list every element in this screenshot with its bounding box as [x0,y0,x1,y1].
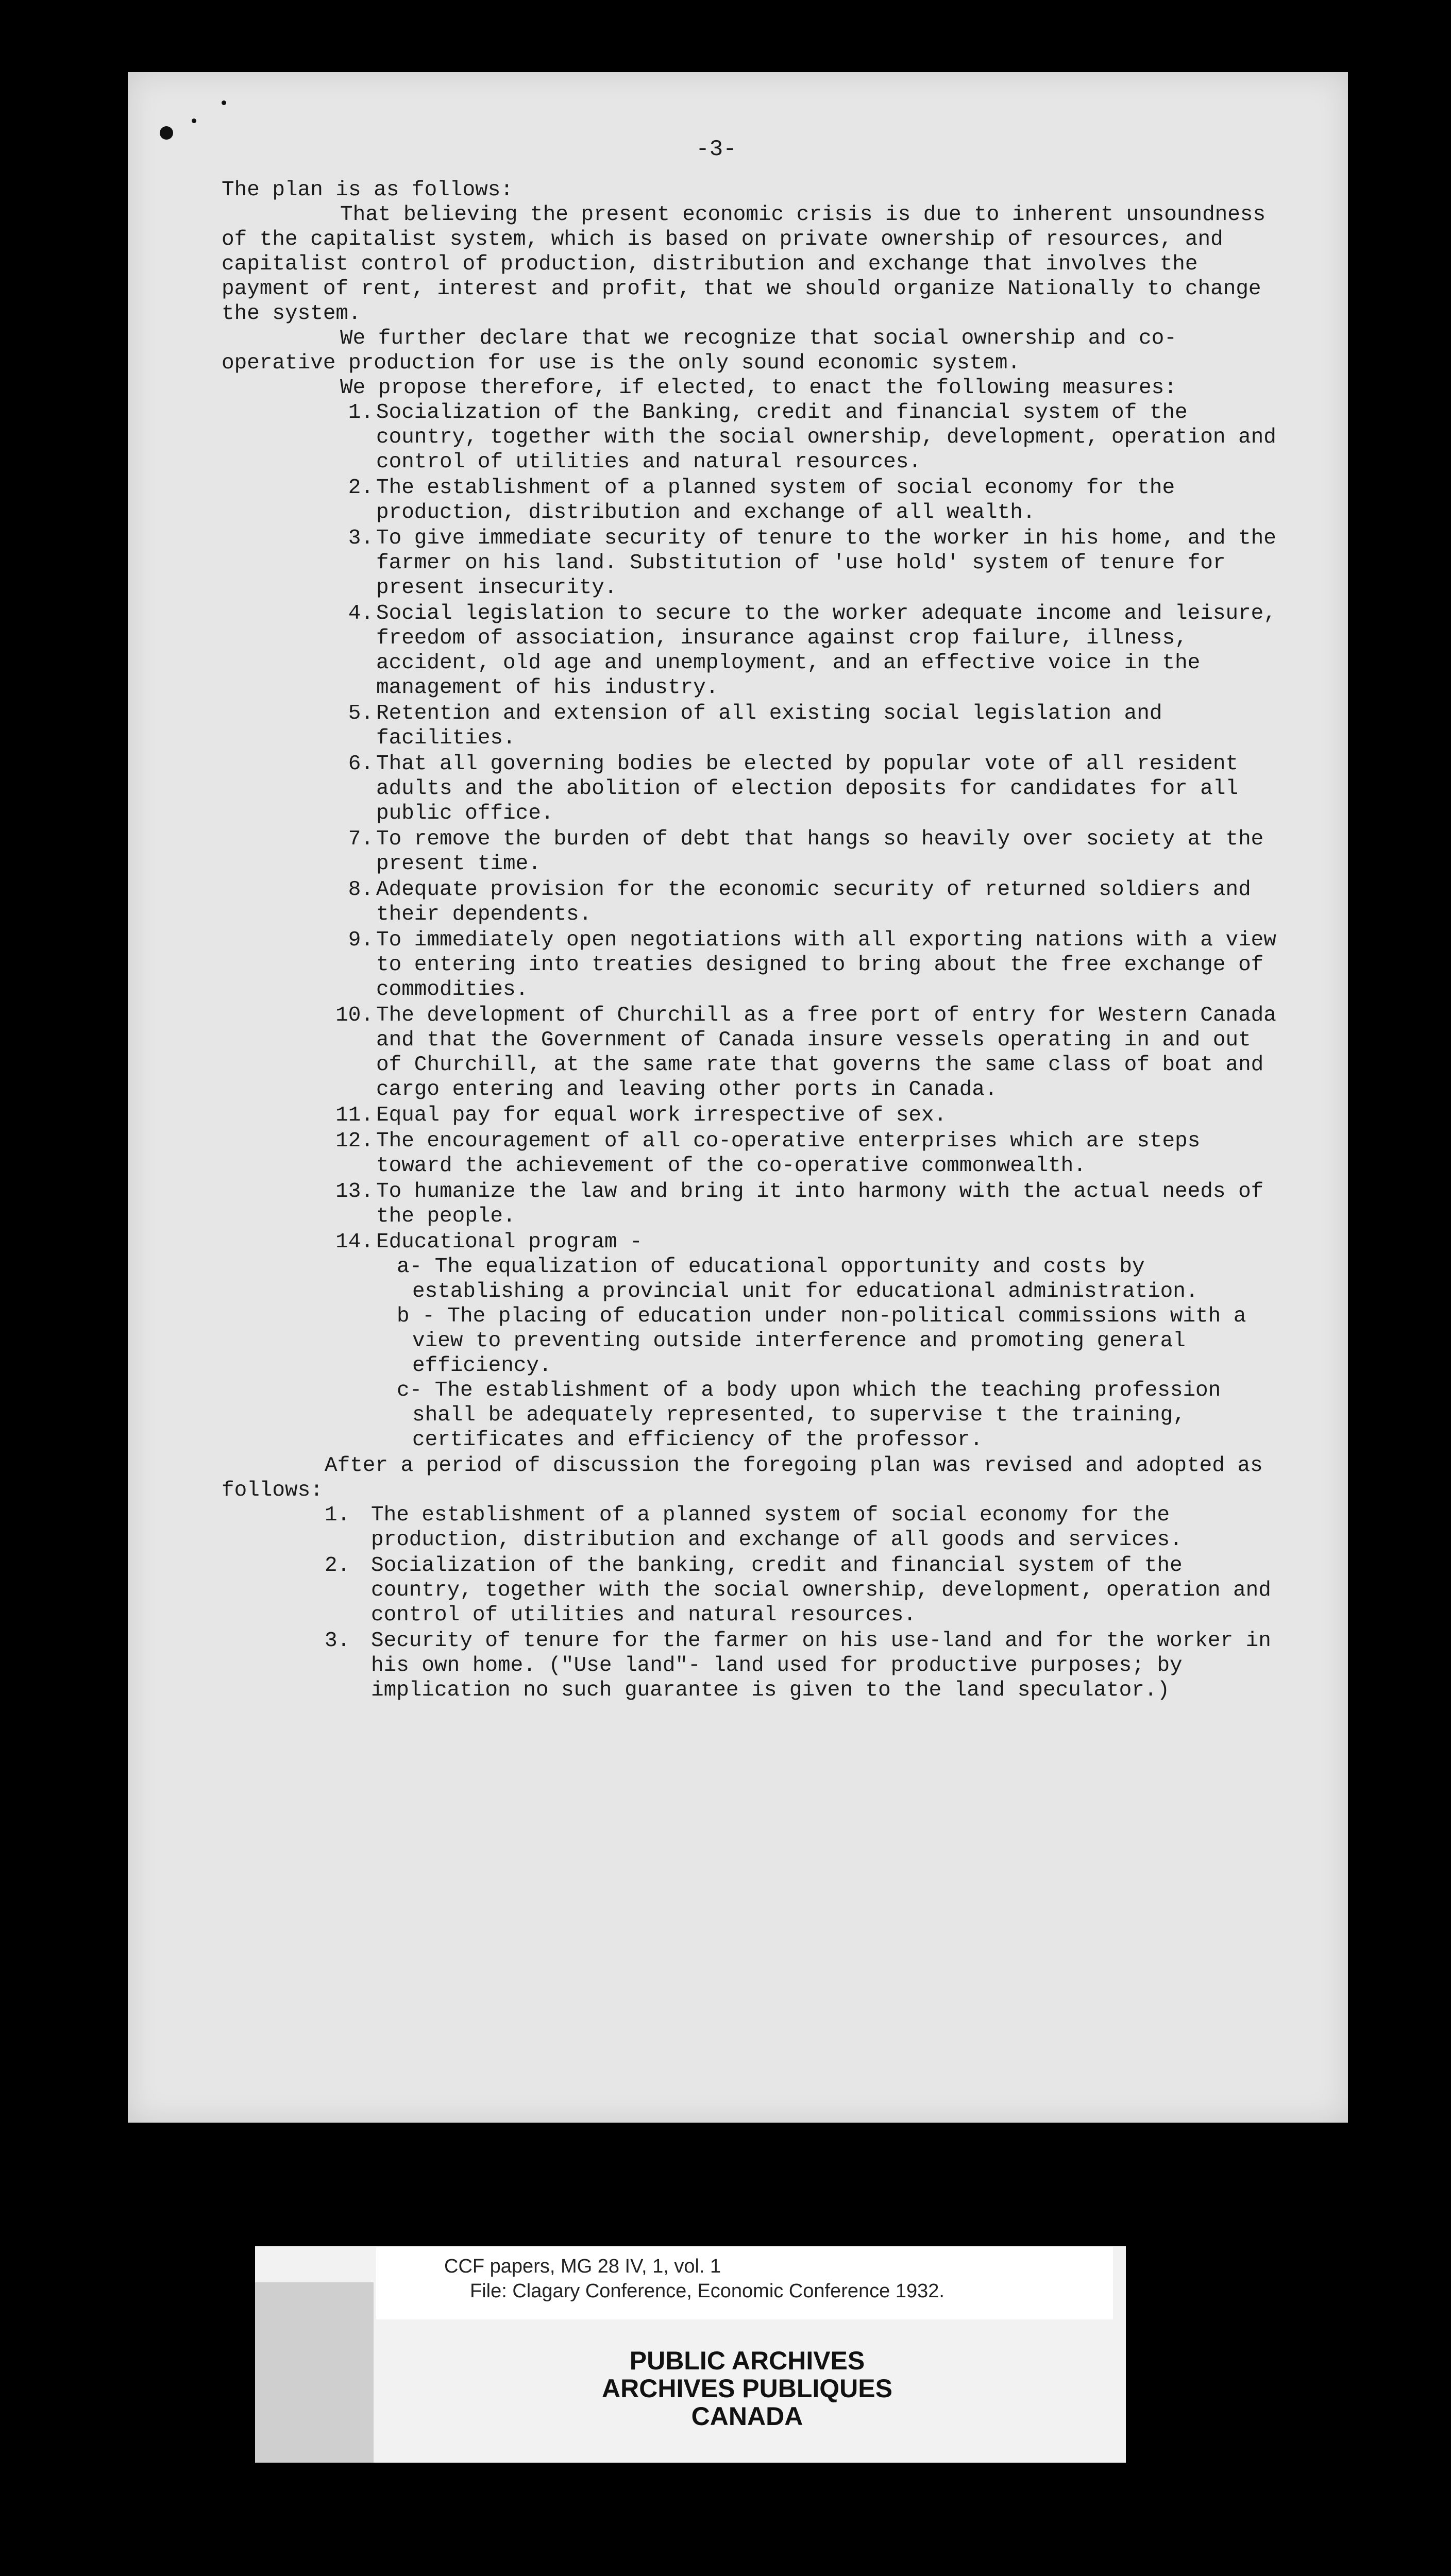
revision-paragraph [222,1453,1283,1503]
item-number: 7. [348,827,374,851]
list-item [325,1553,1283,1628]
list-item [340,827,1283,876]
item-text: To remove the burden of debt that hangs so heavily over society at the present time. [376,827,1264,876]
page-number: -3- [696,137,737,162]
revised-list [325,1503,1283,1703]
list-item [340,526,1283,600]
list-item [340,701,1283,751]
archives-line: ARCHIVES PUBLIQUES [602,2374,892,2403]
item-text: The development of Churchill as a free port of entry for Western Canada and that the Government of Canada insure vessels operating in and out of Churchill, at the same rate that governs the same class of boat and cargo entering and leaving other ports in Canada. [376,1004,1276,1101]
list-item [340,877,1283,927]
education-subitem: b - The placing of education under non-political commissions with a view to preventing outside interference and promoting general efficiency. [397,1304,1246,1378]
punch-hole [160,126,173,140]
item-number: 10. [335,1004,374,1027]
item-number: 1. [348,401,374,425]
item-text: Socialization of the Banking, credit and financial system of the country, together with the social ownership, development, operation and control of utilities and natural resources. [376,401,1276,474]
punch-hole [192,118,196,123]
item-number: 6. [348,752,374,776]
item-text: Socialization of the banking, credit and financial system of the country, together with the social ownership, development, operation and control of utilities and natural resources. [371,1554,1271,1627]
archives-line: CANADA [691,2402,803,2431]
item-text: The establishment of a planned system of social economy for the production, distribution and exchange of all wealth. [376,476,1175,524]
list-item [340,476,1283,525]
archives-line: PUBLIC ARCHIVES [629,2346,865,2375]
list-item [335,1179,1283,1229]
item-text: Educational program - [376,1230,643,1254]
intro-line: The plan is as follows: [222,178,513,202]
paragraph [222,376,1283,400]
paragraph-text: We further declare that we recognize that social ownership and co-operative production for use is the only sound economic system. [222,327,1177,375]
list-item [325,1629,1283,1703]
item-text: Equal pay for equal work irrespective of sex. [376,1104,947,1127]
item-text: Security of tenure for the farmer on his use-land and for the worker in his own home. ("Use land"- land used for productive purposes; by implication no such guarantee is given to the land speculator.) [371,1629,1271,1702]
item-number: 5. [348,702,374,725]
paragraph-text: After a period of discussion the foregoing plan was revised and adopted as follows: [222,1454,1263,1502]
citation-line: CCF papers, MG 28 IV, 1, vol. 1 [444,2256,721,2277]
item-number: 1. [325,1503,350,1527]
education-subitem: a- The equalization of educational opportunity and costs by establishing a provincial unit for educational administration. [397,1255,1199,1303]
label-fold [255,2282,374,2463]
citation [444,2254,944,2303]
item-text: Social legislation to secure to the worker adequate income and leisure, freedom of association, insurance against crop failure, illness, accident, old age and unemployment, and an effective voice in the management of his industry. [376,602,1276,700]
item-number: 12. [335,1129,374,1153]
item-text: Adequate provision for the economic security of returned soldiers and their dependents. [376,878,1251,926]
item-number: 11. [335,1104,374,1127]
item-text: To give immediate security of tenure to the worker in his home, and the farmer on his land. Substitution of 'use hold' system of tenure for present insecurity. [376,527,1276,600]
item-text: To immediately open negotiations with all exporting nations with a view to entering into treaties designed to bring about the free exchange of commodities. [376,928,1276,1002]
item-number: 4. [348,602,374,625]
list-item [335,1103,1283,1128]
list-item [340,928,1283,1002]
item-text: The establishment of a planned system of social economy for the production, distribution and exchange of all goods and services. [371,1503,1183,1552]
list-item [340,601,1283,700]
list-item [340,400,1283,474]
list-item [335,1230,1283,1452]
paragraph [222,326,1283,376]
list-item [325,1503,1283,1552]
item-number: 8. [348,878,374,902]
list-item [335,1129,1283,1178]
measures-list [335,400,1283,1452]
item-number: 3. [348,527,374,550]
item-number: 2. [348,476,374,500]
document-body [222,178,1283,1704]
list-item [335,1003,1283,1102]
item-text: Retention and extension of all existing social legislation and facilities. [376,702,1162,750]
punch-hole [222,100,226,105]
list-item [340,752,1283,826]
item-text: The encouragement of all co-operative enterprises which are steps toward the achievement of the co-operative commonwealth. [376,1129,1201,1178]
item-number: 9. [348,928,374,952]
education-subitem: c- The establishment of a body upon which the teaching profession shall be adequately represented, to supervise t the training, certificates and efficiency of the professor. [397,1379,1221,1452]
item-text: To humanize the law and bring it into harmony with the actual needs of the people. [376,1180,1264,1228]
citation-line: File: Clagary Conference, Economic Conference 1932. [470,2280,944,2302]
item-number: 3. [325,1629,350,1653]
item-number: 2. [325,1554,350,1578]
paragraph [222,202,1283,326]
archives-stamp [515,2347,979,2430]
paragraph-text: That believing the present economic crisis is due to inherent unsoundness of the capitalist system, which is based on private ownership of resources, and capitalist control of production, distribution and exchange that involves the payment of rent, interest and profit, that we should organize Nationally to change the system. [222,203,1266,326]
paragraph-text: We propose therefore, if elected, to enact the following measures: [340,376,1177,400]
item-text: That all governing bodies be elected by popular vote of all resident adults and the abolition of election deposits for candidates for all public office. [376,752,1239,825]
item-number: 13. [335,1180,374,1204]
item-number: 14. [335,1230,374,1254]
